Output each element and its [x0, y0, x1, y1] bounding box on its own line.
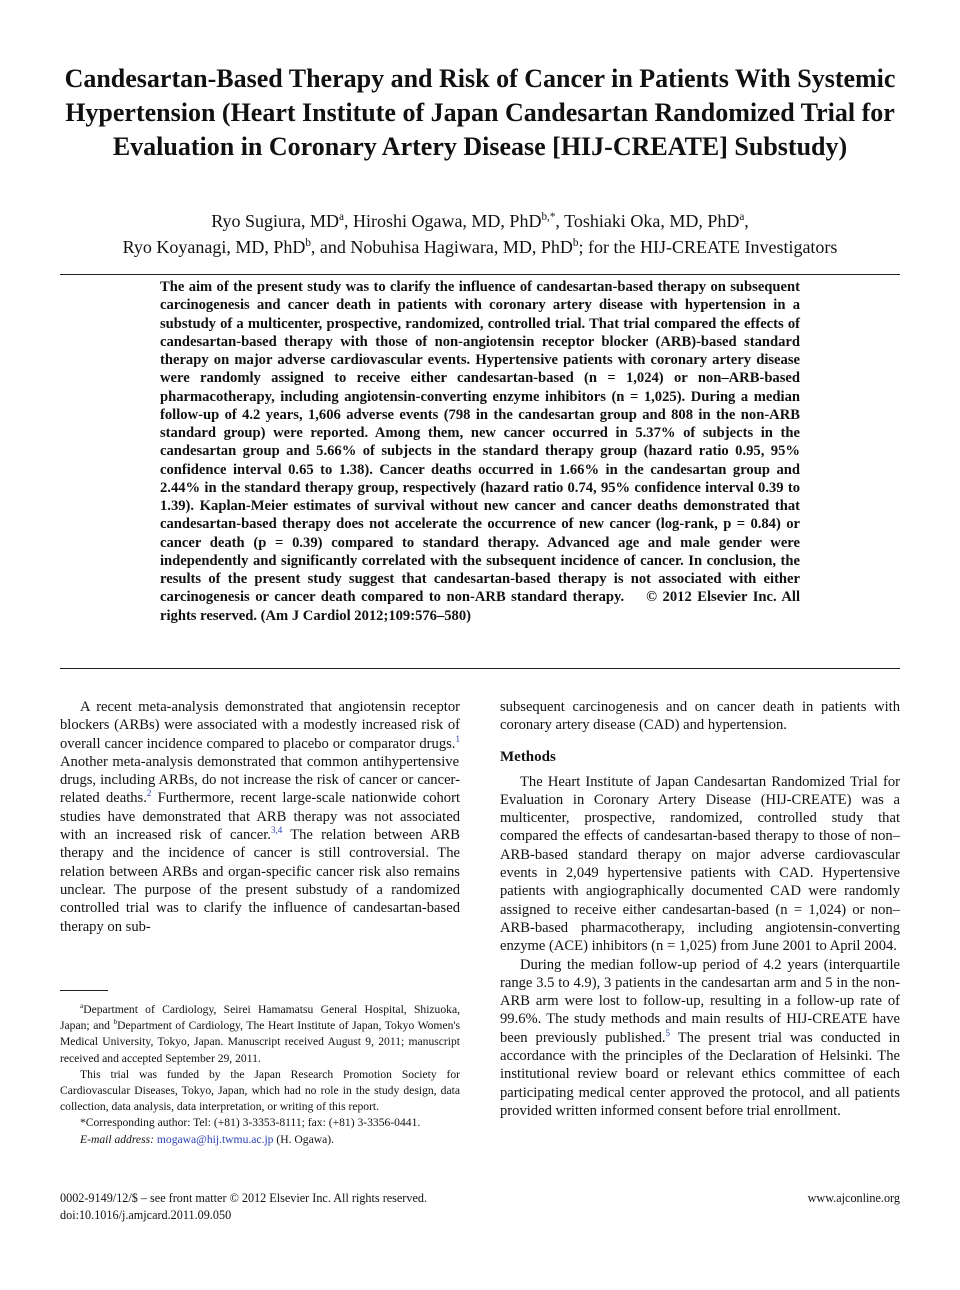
intro-paragraph-continued: subsequent carcinogenesis and on cancer death in patients with coronary artery disease (CAD) and hypertension. — [500, 699, 900, 734]
section-heading-methods: Methods — [500, 748, 556, 765]
funding-note: This trial was funded by the Japan Research Promotion Society for Cardiovascular Diseases, Tokyo, Japan, which had no role in the study design, data collection, data analysis, data interpretation, or writing of this report. — [60, 1067, 460, 1114]
journal-website: www.ajconline.org — [807, 1191, 900, 1205]
footer-left — [60, 1190, 427, 1224]
email-link[interactable]: mogawa@hij.twmu.ac.jp — [156, 1132, 274, 1146]
intro-paragraph: A recent meta-analysis demonstrated that angiotensin receptor blockers (ARBs) were associated with a modestly increased risk of overall cancer incidence compared to placebo or comparator drugs.$^1$ Another meta-analysis demonstrated that common antihypertensive drugs, including ARBs, do not increase the risk of cancer or cancer-related deaths.$^2$ Furthermore, recent large-scale nationwide cohort studies have demonstrated that ARB therapy was not associated with an increased risk of cancer.$^{3,4}$ The relation between ARB therapy and the incidence of cancer is still controversial. The relation between ARBs and organ-specific cancer risk also remains unclear. The purpose of the present substudy of a randomized controlled trial was to clarify the influence of candesartan-based therapy on sub- — [60, 699, 460, 935]
copyright-citation: © 2012 Elsevier Inc. All rights reserved. (Am J Cardiol 2012;109:576–580) — [160, 589, 801, 624]
citation-link[interactable]: 3,4 — [270, 825, 283, 836]
abstract — [160, 278, 800, 625]
affiliations: $^a$Department of Cardiology, Seirei Hamamatsu General Hospital, Shizuoka, Japan; and $^b$Department of Cardiology, The Heart Institute of Japan, Tokyo Women's Medical University, Tokyo, Japan. Manuscript received August 9, 2011; manuscript received and accepted September 29, 2011. — [60, 1002, 460, 1065]
body-column-right — [500, 698, 900, 1120]
citation-link[interactable]: 1 — [455, 733, 460, 744]
citation-link[interactable]: 2 — [146, 788, 152, 799]
doi-line: doi:10.1016/j.amjcard.2011.09.050 — [60, 1208, 232, 1222]
body-column-left — [60, 698, 460, 936]
abstract-text: The aim of the present study was to clarify the influence of candesartan-based therapy on subsequent carcinogenesis and cancer death in patients with coronary artery disease with hypertension in a substudy of a multicenter, prospective, randomized, controlled trial. That trial compared the effects of candesartan-based therapy with those of non-angiotensin receptor blocker (ARB)-based standard therapy on major adverse cardiovascular events. Hypertensive patients with coronary artery disease were randomly assigned to receive either candesartan-based (n = 1,024) or non–ARB-based pharmacotherapy, including angiotensin-converting enzyme inhibitors (n = 1,025). During a median follow-up of 4.2 years, 1,606 adverse events (798 in the candesartan group and 808 in the non-ARB standard group) were reported. Among them, new cancer occurred in 5.37% of subjects in the candesartan group and 5.66% of subjects in the standard therapy group (hazard ratio 0.95, 95% confidence interval 0.65 to 1.38). Cancer deaths occurred in 1.66% in the candesartan group and 2.44% in the standard therapy group, respectively (hazard ratio 0.74, 95% confidence interval 0.39 to 1.39). Kaplan-Meier estimates of survival without new cancer and cancer deaths demonstrated that candesartan-based therapy does not accelerate the occurrence of new cancer (log-rank, p = 0.84) or cancer death (p = 0.39) compared to standard therapy. Advanced age and male gender were independently and significantly correlated with the subsequent incidence of cancer. In conclusion, the results of the present study suggest that candesartan-based therapy is not associated with either carcinogenesis or cancer death compared to non-ARB standard therapy. — [160, 279, 800, 606]
footnotes — [60, 1002, 460, 1148]
author: Ryo Sugiura, $MD^a$ — [211, 211, 344, 231]
author: Ryo Koyanagi, MD, PhD$^b$ — [122, 237, 311, 257]
divider — [60, 668, 900, 669]
citation-link[interactable]: 5 — [665, 1027, 671, 1038]
author: Toshiaki Oka, MD, PhD$^a$ — [564, 211, 745, 231]
divider — [60, 274, 900, 275]
methods-paragraph: During the median follow-up period of 4.2 years (interquartile range 3.5 to 4.9), 3 patients in the candesartan arm and 5 in the non-ARB arm were lost to follow-up, resulting in a follow-up rate of 99.6%. The study methods and main results of HIJ-CREATE have been previously published.$^5$ The present trial was conducted in accordance with the principles of the Declaration of Helsinki. The institutional review board or relevant ethics committee of each participating medical center approved the protocol, and all patients provided written informed consent before trial enrollment. — [500, 956, 900, 1119]
author: Nobuhisa Hagiwara, MD, PhD$^b$ — [350, 237, 579, 257]
author: Hiroshi Ogawa, MD, PhD$^{b,*}$ — [352, 211, 556, 231]
footnote-divider — [60, 990, 108, 991]
investigators: for the HIJ-CREATE Investigators — [587, 237, 838, 257]
email-line: E-mail address: mogawa@hij.twmu.ac.jp (H. Ogawa). — [80, 1132, 335, 1146]
corresponding-author: *Corresponding author: Tel: (+81) 3-3353-8111; fax: (+81) 3-3356-0441. — [80, 1116, 421, 1130]
methods-paragraph: The Heart Institute of Japan Candesartan Randomized Trial for Evaluation in Coronary Artery Disease (HIJ-CREATE) was a multicenter, prospective, randomized, controlled study that compared the effects of candesartan-based therapy to those of non–ARB-based standard therapy on major adverse cardiovascular events in 2,049 hypertensive patients with CAD. Hypertensive patients with angiographically documented CAD were randomly assigned to receive either candesartan-based (n = 1,024) or non–ARB-based pharmacotherapy, including angiotensin-converting enzyme (ACE) inhibitors (n = 1,025) from June 2001 to April 2004. — [500, 773, 900, 955]
issn-line: 0002-9149/12/$ – see front matter © 2012 Elsevier Inc. All rights reserved. — [60, 1191, 428, 1205]
article-title: Candesartan-Based Therapy and Risk of Cancer in Patients With Systemic Hypertension (Heart Institute of Japan Candesartan Randomized Trial for Evaluation in Coronary Artery Disease [HIJ-CREATE] Substudy) — [64, 64, 896, 161]
author-list: Ryo Sugiura, $MD^a$, Hiroshi Ogawa, MD, PhD$^{b,*}$, Toshiaki Oka, MD, PhD$^a$, Ryo Koyanagi, MD, PhD$^b$, and Nobuhisa Hagiwara, MD, PhD$^b$; for the HIJ-CREATE Investigators — [122, 211, 838, 257]
